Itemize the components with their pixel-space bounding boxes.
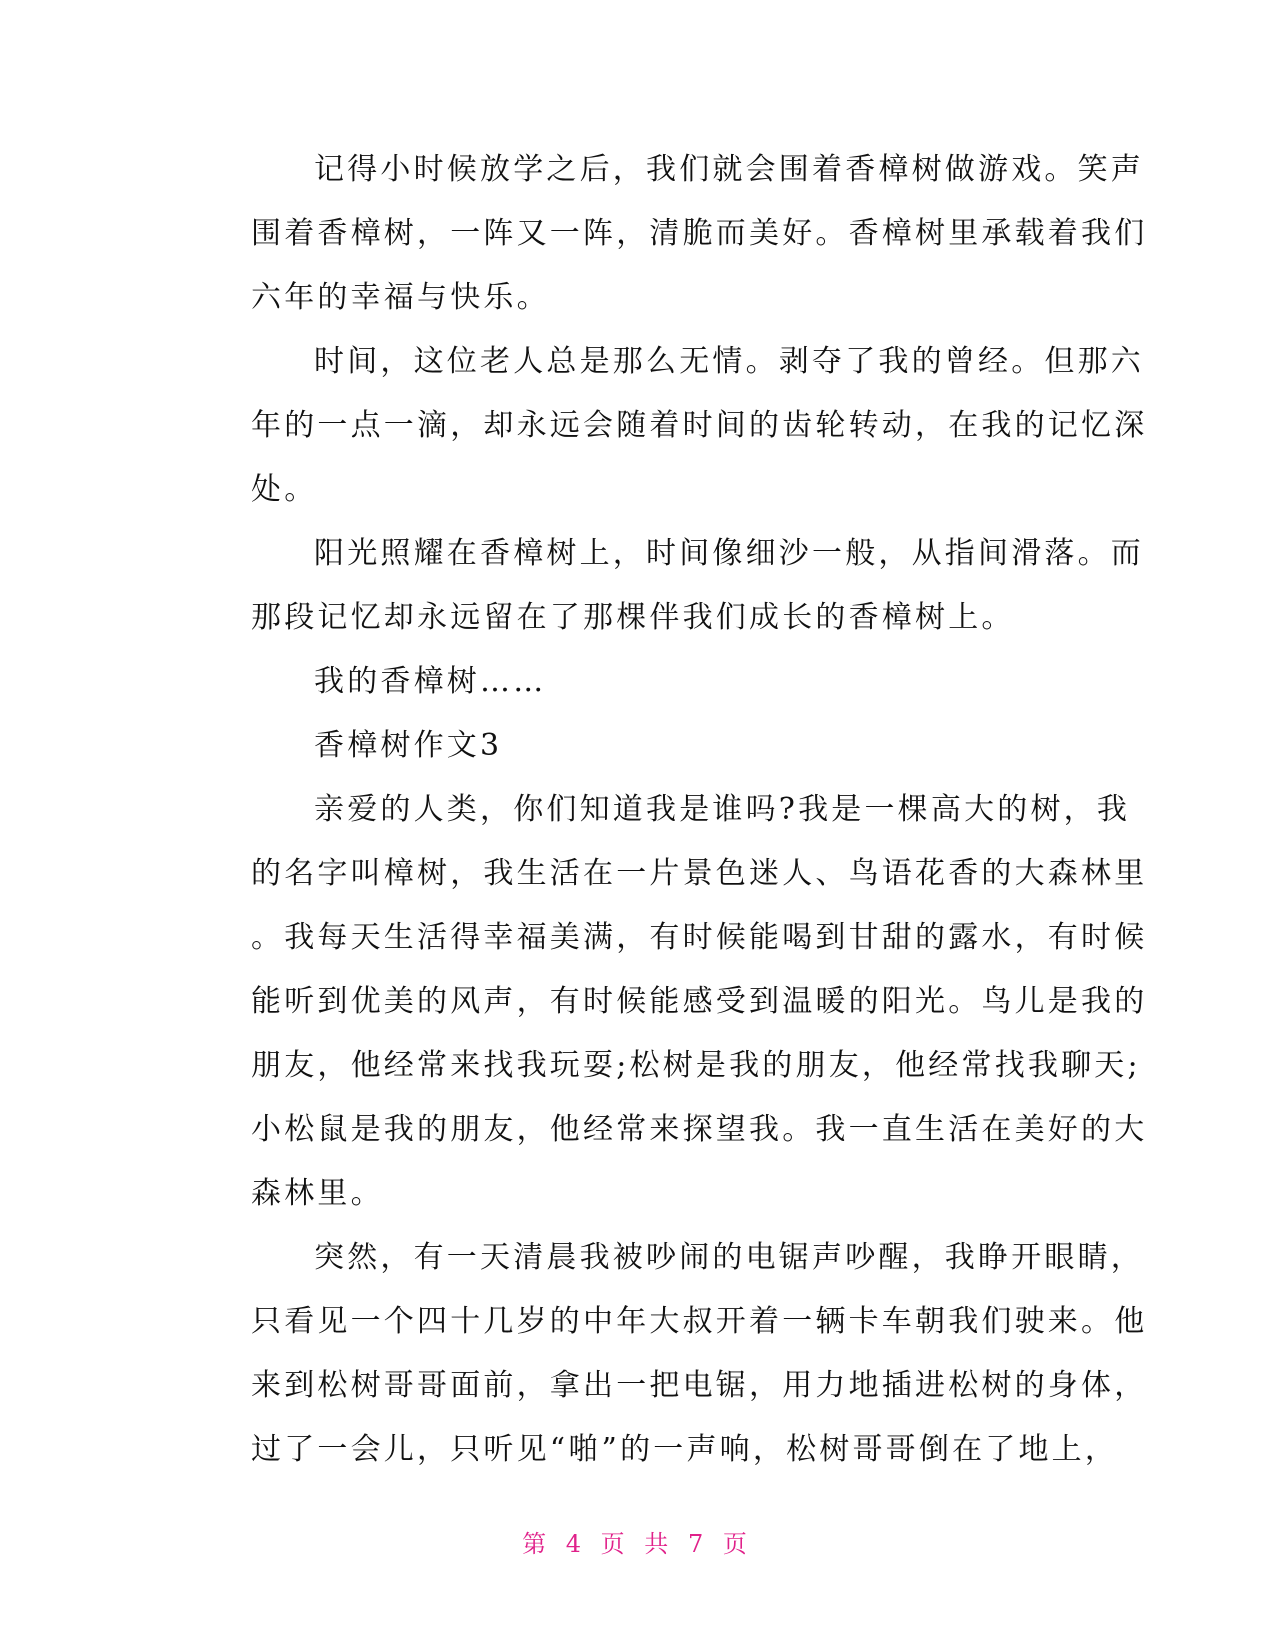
text-line: 亲爱的人类，你们知道我是谁吗?我是一棵高大的树，我 [314,792,1131,827]
text-line: 突然，有一天清晨我被吵闹的电锯声吵醒，我睁开眼睛， [314,1240,1144,1275]
text-line: 年的一点一滴，却永远会随着时间的齿轮转动，在我的记忆深 [251,408,1148,443]
paragraph-4 [188,650,1078,714]
text-line: 能听到优美的风声，有时候能感受到温暖的阳光。鸟儿是我的 [251,984,1148,1019]
paragraph-3 [188,522,1144,650]
text-line: 香樟树作文3 [314,728,503,763]
text-line: 六年的幸福与快乐。 [251,280,550,315]
text-line: 过了一会儿，只听见“啪”的一声响，松树哥哥倒在了地上， [251,1432,1119,1467]
text-line: 。我每天生活得幸福美满，有时候能喝到甘甜的露水，有时候 [251,920,1148,955]
paragraph-6 [188,778,1148,1226]
text-line: 只看见一个四十几岁的中年大叔开着一辆卡车朝我们驶来。他 [251,1304,1148,1339]
text-line: 我的香樟树…… [314,664,547,699]
text-line: 小松鼠是我的朋友，他经常来探望我。我一直生活在美好的大 [251,1112,1148,1147]
text-line: 阳光照耀在香樟树上，时间像细沙一般，从指间滑落。而 [314,536,1144,571]
page-number-footer: 第 4 页 共 7 页 [522,1530,753,1558]
paragraph-7 [188,1226,1148,1482]
text-line: 时间，这位老人总是那么无情。剥夺了我的曾经。但那六 [314,344,1144,379]
paragraph-2 [188,330,1148,522]
document-body [188,138,1148,1482]
text-line: 森林里。 [251,1176,384,1211]
text-line: 的名字叫樟树，我生活在一片景色迷人、鸟语花香的大森林里 [251,856,1148,891]
text-line: 那段记忆却永远留在了那棵伴我们成长的香樟树上。 [251,600,1015,635]
text-line: 朋友，他经常来找我玩耍;松树是我的朋友，他经常找我聊天; [251,1048,1141,1083]
section-heading [188,714,1078,778]
text-line: 处。 [251,472,318,507]
text-line: 来到松树哥哥面前，拿出一把电锯，用力地插进松树的身体， [251,1368,1148,1403]
text-line: 记得小时候放学之后，我们就会围着香樟树做游戏。笑声 [314,152,1144,187]
paragraph-1 [188,138,1148,330]
text-line: 围着香樟树，一阵又一阵，清脆而美好。香樟树里承载着我们 [251,216,1148,251]
